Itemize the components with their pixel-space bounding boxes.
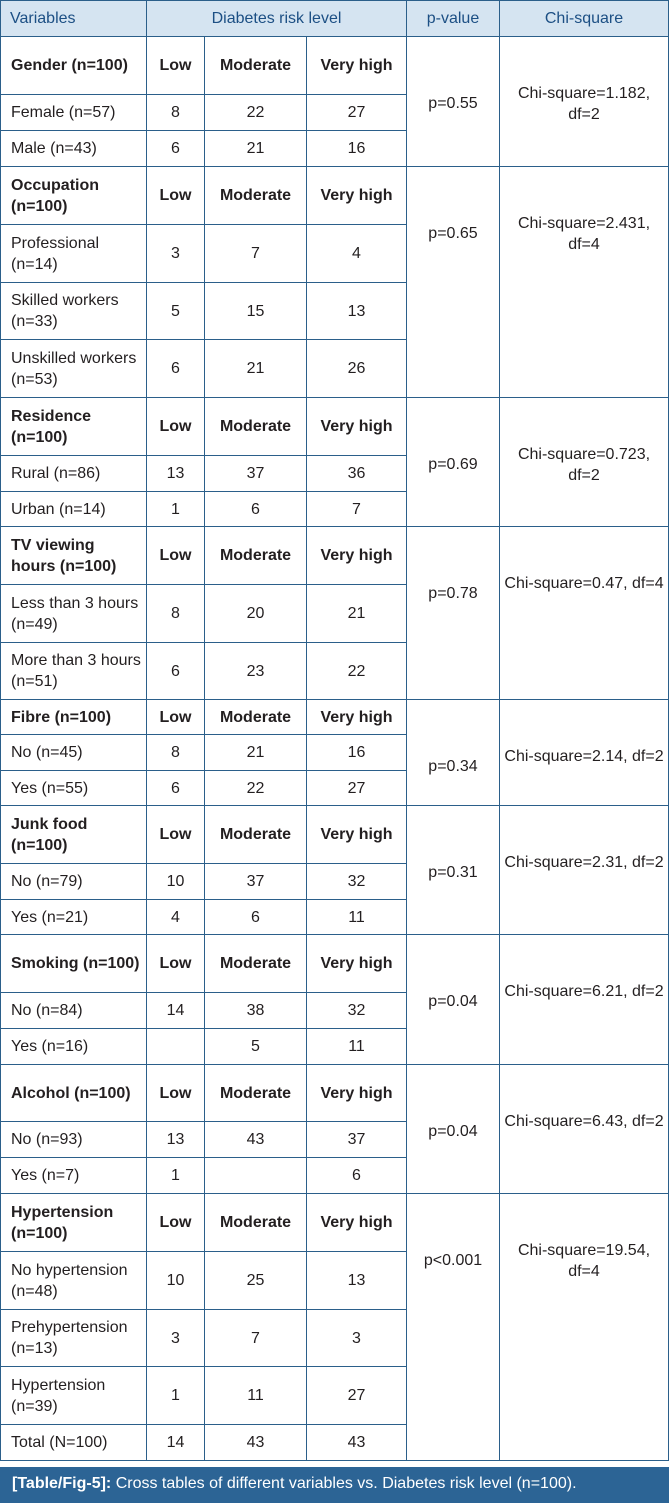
- cell-low: 13: [147, 456, 205, 492]
- row-label: Less than 3 hours (n=49): [1, 585, 147, 643]
- row-label: Hypertension (n=39): [1, 1367, 147, 1425]
- row-label: Urban (n=14): [1, 492, 147, 527]
- cell-moderate: 43: [205, 1122, 307, 1158]
- cell-low: 6: [147, 771, 205, 806]
- cell-moderate: 21: [205, 131, 307, 167]
- chi-square-value: Chi-square=2.14, df=2: [500, 700, 669, 806]
- group-title: Gender (n=100): [1, 37, 147, 95]
- cell-very-high: 37: [307, 1122, 407, 1158]
- level-moderate-label: Moderate: [205, 700, 307, 735]
- caption-ref: [Table/Fig-5]:: [12, 1475, 112, 1492]
- p-value: p=0.78: [407, 527, 500, 700]
- p-value: p=0.04: [407, 935, 500, 1065]
- row-label: Female (n=57): [1, 95, 147, 131]
- cell-moderate: 43: [205, 1425, 307, 1461]
- cell-low: 1: [147, 1158, 205, 1194]
- cell-low: 4: [147, 900, 205, 935]
- cell-low: 8: [147, 585, 205, 643]
- row-label: Professional (n=14): [1, 225, 147, 283]
- cell-moderate: 20: [205, 585, 307, 643]
- chi-square-value: Chi-square=1.182, df=2: [500, 37, 669, 167]
- cell-moderate: 22: [205, 95, 307, 131]
- group-header-row: [1, 806, 669, 864]
- row-label: Yes (n=16): [1, 1029, 147, 1065]
- cell-moderate: 5: [205, 1029, 307, 1065]
- p-value: p=0.55: [407, 37, 500, 167]
- cell-moderate: 7: [205, 225, 307, 283]
- level-very-high-label: Very high: [307, 398, 407, 456]
- cell-very-high: 26: [307, 340, 407, 398]
- cell-very-high: 3: [307, 1310, 407, 1367]
- cell-moderate: 6: [205, 492, 307, 527]
- group-title: TV viewing hours (n=100): [1, 527, 147, 585]
- cell-very-high: 6: [307, 1158, 407, 1194]
- cell-low: 6: [147, 340, 205, 398]
- level-very-high-label: Very high: [307, 700, 407, 735]
- chi-square-value: Chi-square=0.723, df=2: [500, 398, 669, 527]
- cell-low: 1: [147, 492, 205, 527]
- group-title: Smoking (n=100): [1, 935, 147, 993]
- level-low-label: Low: [147, 527, 205, 585]
- group-header-row: [1, 1065, 669, 1122]
- cell-low: 10: [147, 864, 205, 900]
- row-label: Yes (n=55): [1, 771, 147, 806]
- chi-square-value: Chi-square=6.21, df=2: [500, 935, 669, 1065]
- cell-moderate: 22: [205, 771, 307, 806]
- level-low-label: Low: [147, 37, 205, 95]
- cell-low: 10: [147, 1252, 205, 1310]
- cell-very-high: 16: [307, 131, 407, 167]
- row-label: No (n=45): [1, 735, 147, 771]
- cell-low: 1: [147, 1367, 205, 1425]
- chi-square-value: Chi-square=2.31, df=2: [500, 806, 669, 935]
- row-label: Total (N=100): [1, 1425, 147, 1461]
- cell-low: 3: [147, 1310, 205, 1367]
- cell-very-high: 36: [307, 456, 407, 492]
- level-low-label: Low: [147, 398, 205, 456]
- p-value: p=0.65: [407, 167, 500, 398]
- level-low-label: Low: [147, 167, 205, 225]
- group-title: Residence (n=100): [1, 398, 147, 456]
- cell-moderate: 7: [205, 1310, 307, 1367]
- level-moderate-label: Moderate: [205, 806, 307, 864]
- level-moderate-label: Moderate: [205, 1194, 307, 1252]
- row-label: More than 3 hours (n=51): [1, 643, 147, 700]
- header-chi-square: Chi-square: [500, 1, 669, 37]
- cell-low: [147, 1029, 205, 1065]
- cell-low: 14: [147, 1425, 205, 1461]
- chi-square-value: Chi-square=6.43, df=2: [500, 1065, 669, 1194]
- cell-very-high: 16: [307, 735, 407, 771]
- cell-very-high: 43: [307, 1425, 407, 1461]
- cell-low: 8: [147, 735, 205, 771]
- cell-very-high: 22: [307, 643, 407, 700]
- cell-very-high: 13: [307, 1252, 407, 1310]
- cell-moderate: [205, 1158, 307, 1194]
- table-body: [1, 37, 669, 1461]
- group-header-row: [1, 37, 669, 95]
- header-risk-level: Diabetes risk level: [147, 1, 407, 37]
- level-very-high-label: Very high: [307, 1065, 407, 1122]
- row-label: Yes (n=7): [1, 1158, 147, 1194]
- caption-text: Cross tables of different variables vs. Diabetes risk level (n=100).: [115, 1475, 577, 1492]
- row-label: Unskilled workers (n=53): [1, 340, 147, 398]
- row-label: No hypertension (n=48): [1, 1252, 147, 1310]
- row-label: Male (n=43): [1, 131, 147, 167]
- header-row: [1, 1, 669, 37]
- level-low-label: Low: [147, 700, 205, 735]
- group-header-row: [1, 935, 669, 993]
- cell-very-high: 27: [307, 771, 407, 806]
- cell-low: 13: [147, 1122, 205, 1158]
- level-low-label: Low: [147, 1194, 205, 1252]
- level-very-high-label: Very high: [307, 527, 407, 585]
- cell-low: 5: [147, 283, 205, 340]
- p-value: p=0.69: [407, 398, 500, 527]
- p-value: p=0.34: [407, 700, 500, 806]
- row-label: Yes (n=21): [1, 900, 147, 935]
- cell-moderate: 25: [205, 1252, 307, 1310]
- cell-moderate: 23: [205, 643, 307, 700]
- cell-low: 3: [147, 225, 205, 283]
- group-header-row: [1, 1194, 669, 1252]
- level-moderate-label: Moderate: [205, 527, 307, 585]
- cell-very-high: 4: [307, 225, 407, 283]
- row-label: No (n=79): [1, 864, 147, 900]
- p-value: p=0.04: [407, 1065, 500, 1194]
- group-header-row: [1, 700, 669, 735]
- level-moderate-label: Moderate: [205, 37, 307, 95]
- p-value: p=0.31: [407, 806, 500, 935]
- level-very-high-label: Very high: [307, 1194, 407, 1252]
- level-moderate-label: Moderate: [205, 935, 307, 993]
- chi-square-value: Chi-square=0.47, df=4: [500, 527, 669, 700]
- level-very-high-label: Very high: [307, 935, 407, 993]
- group-title: Fibre (n=100): [1, 700, 147, 735]
- cell-very-high: 27: [307, 1367, 407, 1425]
- chi-square-value: Chi-square=19.54, df=4: [500, 1194, 669, 1461]
- level-low-label: Low: [147, 1065, 205, 1122]
- cell-very-high: 11: [307, 1029, 407, 1065]
- cell-moderate: 21: [205, 340, 307, 398]
- cell-very-high: 7: [307, 492, 407, 527]
- group-title: Junk food (n=100): [1, 806, 147, 864]
- cell-low: 6: [147, 131, 205, 167]
- cell-moderate: 15: [205, 283, 307, 340]
- cell-low: 14: [147, 993, 205, 1029]
- level-moderate-label: Moderate: [205, 398, 307, 456]
- cell-very-high: 21: [307, 585, 407, 643]
- level-very-high-label: Very high: [307, 167, 407, 225]
- group-header-row: [1, 167, 669, 225]
- level-moderate-label: Moderate: [205, 1065, 307, 1122]
- row-label: Prehypertension (n=13): [1, 1310, 147, 1367]
- cell-low: 6: [147, 643, 205, 700]
- chi-square-value: Chi-square=2.431, df=4: [500, 167, 669, 398]
- level-very-high-label: Very high: [307, 806, 407, 864]
- row-label: Rural (n=86): [1, 456, 147, 492]
- header-variables: Variables: [1, 1, 147, 37]
- level-low-label: Low: [147, 806, 205, 864]
- cell-moderate: 11: [205, 1367, 307, 1425]
- cell-very-high: 32: [307, 864, 407, 900]
- figure-caption: [0, 1467, 669, 1503]
- cell-very-high: 27: [307, 95, 407, 131]
- row-label: Skilled workers (n=33): [1, 283, 147, 340]
- cell-moderate: 6: [205, 900, 307, 935]
- group-header-row: [1, 527, 669, 585]
- cell-very-high: 13: [307, 283, 407, 340]
- level-moderate-label: Moderate: [205, 167, 307, 225]
- cell-very-high: 32: [307, 993, 407, 1029]
- header-p-value: p-value: [407, 1, 500, 37]
- row-label: No (n=84): [1, 993, 147, 1029]
- row-label: No (n=93): [1, 1122, 147, 1158]
- cell-low: 8: [147, 95, 205, 131]
- level-very-high-label: Very high: [307, 37, 407, 95]
- cell-moderate: 37: [205, 864, 307, 900]
- cell-moderate: 38: [205, 993, 307, 1029]
- group-title: Alcohol (n=100): [1, 1065, 147, 1122]
- p-value: p<0.001: [407, 1194, 500, 1461]
- group-title: Occupation (n=100): [1, 167, 147, 225]
- level-low-label: Low: [147, 935, 205, 993]
- group-title: Hypertension (n=100): [1, 1194, 147, 1252]
- cell-moderate: 21: [205, 735, 307, 771]
- group-header-row: [1, 398, 669, 456]
- cell-very-high: 11: [307, 900, 407, 935]
- cell-moderate: 37: [205, 456, 307, 492]
